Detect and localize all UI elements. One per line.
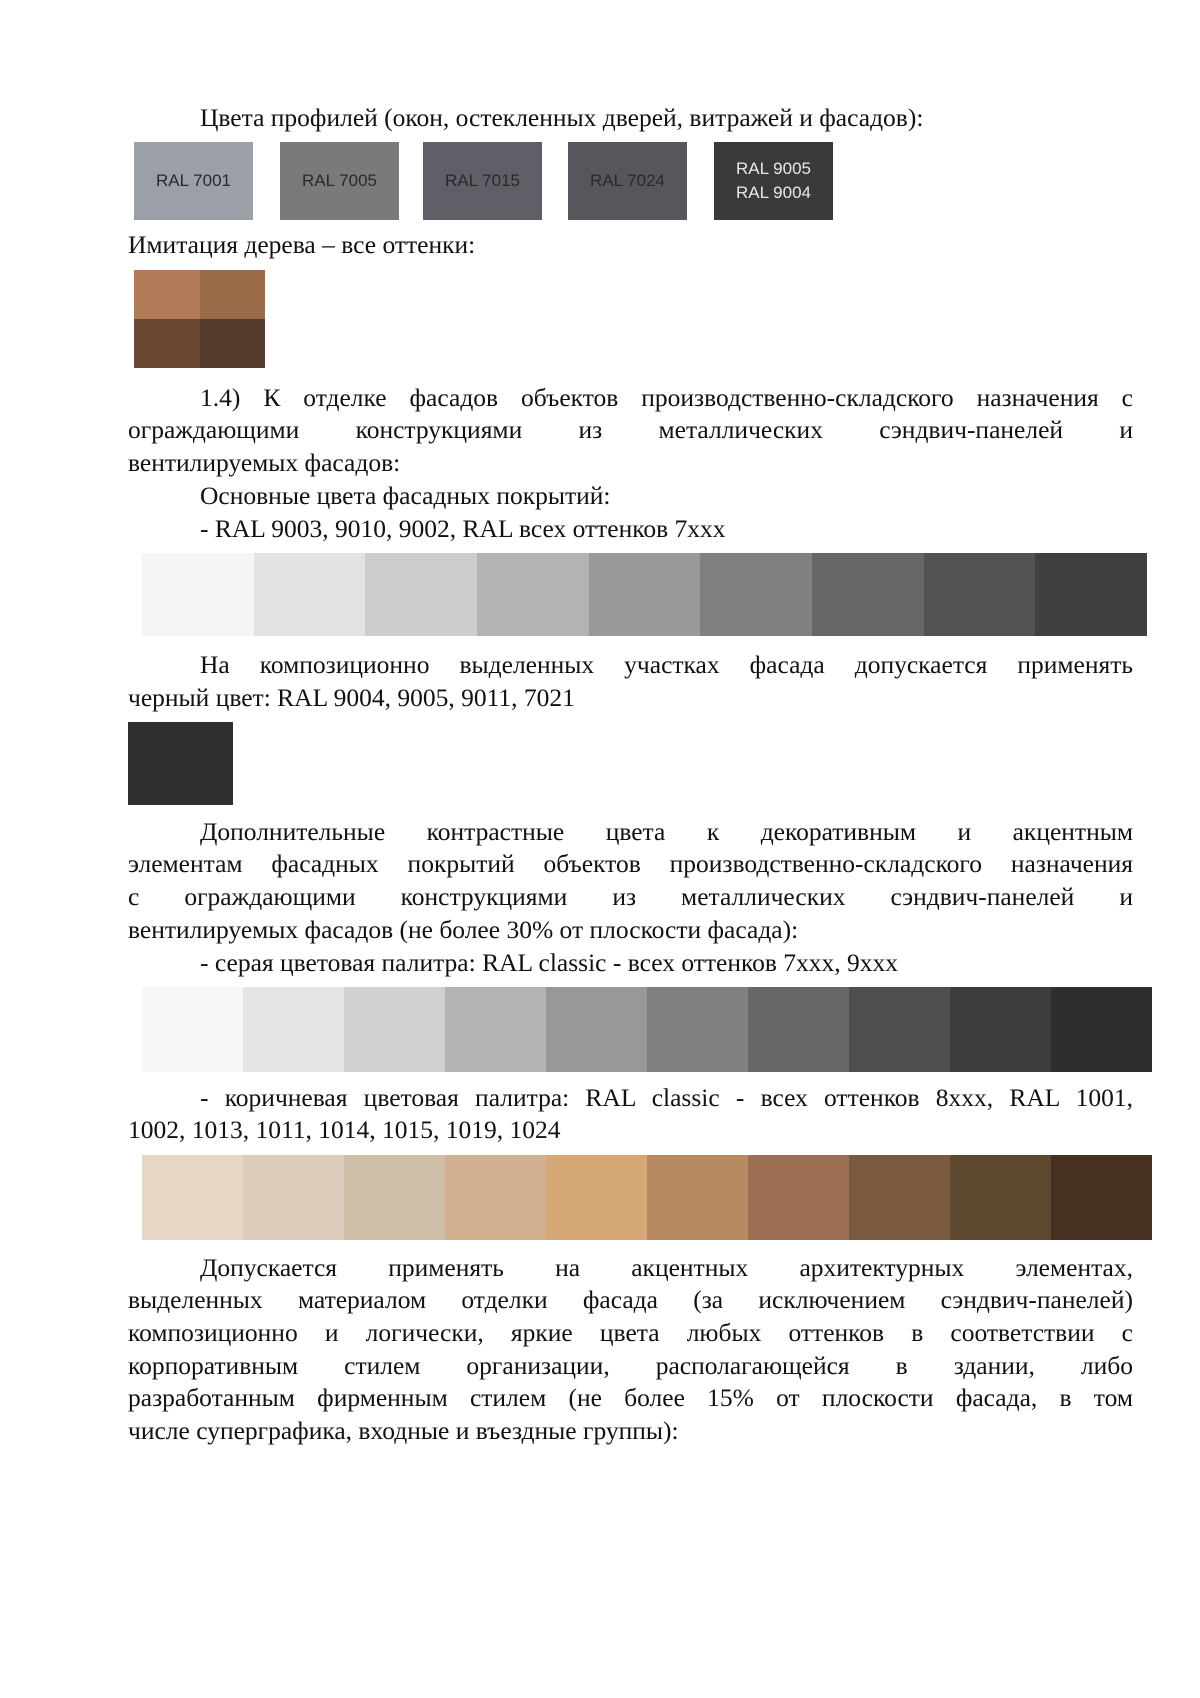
text-line: с ограждающими конструкциями из металлических сэндвич-панелей и xyxy=(128,882,1133,911)
color-cell xyxy=(546,1155,647,1240)
color-cell xyxy=(445,1155,546,1240)
color-cell xyxy=(1035,553,1147,636)
wood-tone xyxy=(134,319,200,368)
text-line: Дополнительные контрастные цвета к декоративным и акцентным xyxy=(200,817,1133,846)
wood-swatch xyxy=(134,270,265,368)
wood-tone xyxy=(200,270,266,319)
color-cell xyxy=(243,1155,344,1240)
text-line: Допускается применять на акцентных архитектурных элементах, xyxy=(200,1253,1133,1282)
color-cell xyxy=(849,1155,950,1240)
text-line: - коричневая цветовая палитра: RAL classic - всех оттенков 8ххх, RAL 1001, xyxy=(200,1083,1133,1112)
color-cell xyxy=(950,1155,1051,1240)
color-cell xyxy=(849,987,950,1072)
text-line: вентилируемых фасадов (не более 30% от плоскости фасада): xyxy=(128,915,799,944)
text-line: выделенных материалом отделки фасада (за исключением сэндвич-панелей) xyxy=(128,1285,1133,1314)
swatch-label: RAL 9005 xyxy=(736,159,811,178)
color-cell xyxy=(950,987,1051,1072)
color-cell xyxy=(1051,987,1152,1072)
color-cell xyxy=(344,1155,445,1240)
gray-palette-main xyxy=(142,553,1147,636)
color-cell xyxy=(812,553,924,636)
wood-heading: Имитация дерева – все оттенки: xyxy=(128,230,476,259)
ral-swatch xyxy=(280,142,399,220)
text-line: Основные цвета фасадных покрытий: xyxy=(200,481,611,510)
swatch-label: RAL 7015 xyxy=(445,171,520,190)
ral-swatch xyxy=(423,142,542,220)
text-line: элементам фасадных покрытий объектов производственно-складского назначения xyxy=(128,849,1133,878)
color-cell xyxy=(344,987,445,1072)
color-cell xyxy=(142,553,254,636)
text-line: композиционно и логически, яркие цвета любых оттенков в соответствии с xyxy=(128,1318,1133,1347)
text-line: На композиционно выделенных участках фасада допускается применять xyxy=(200,650,1133,679)
text-line: - RAL 9003, 9010, 9002, RAL всех оттенков 7ххх xyxy=(200,514,726,543)
ral-swatch xyxy=(714,142,833,220)
color-cell xyxy=(589,553,701,636)
text-line: вентилируемых фасадов: xyxy=(128,448,401,477)
profiles-heading: Цвета профилей (окон, остекленных дверей, витражей и фасадов): xyxy=(200,103,924,132)
gray-palette-contrast xyxy=(142,987,1152,1072)
color-cell xyxy=(748,1155,849,1240)
swatch-label: RAL 7005 xyxy=(302,171,377,190)
wood-tone xyxy=(200,319,266,368)
color-cell xyxy=(142,1155,243,1240)
text-line: разработанным фирменным стилем (не более 15% от плоскости фасада, в том xyxy=(128,1383,1133,1412)
color-cell xyxy=(748,987,849,1072)
color-cell xyxy=(254,553,366,636)
color-cell xyxy=(142,987,243,1072)
text-line: 1002, 1013, 1011, 1014, 1015, 1019, 1024 xyxy=(128,1115,561,1144)
color-cell xyxy=(1051,1155,1152,1240)
color-cell xyxy=(365,553,477,636)
text-line: черный цвет: RAL 9004, 9005, 9011, 7021 xyxy=(128,683,575,712)
text-line: 1.4) К отделке фасадов объектов производственно-складского назначения с xyxy=(200,383,1133,412)
swatch-label: RAL 7001 xyxy=(156,171,231,190)
text-line: ограждающими конструкциями из металлических сэндвич-панелей и xyxy=(128,415,1133,444)
ral-swatch xyxy=(568,142,687,220)
swatch-label: RAL 7024 xyxy=(590,171,665,190)
brown-palette xyxy=(142,1155,1152,1240)
color-cell xyxy=(924,553,1036,636)
color-cell xyxy=(477,553,589,636)
wood-tone xyxy=(134,270,200,319)
ral-swatch xyxy=(134,142,253,220)
color-cell xyxy=(445,987,546,1072)
swatch-label: RAL 9004 xyxy=(736,183,811,202)
color-cell xyxy=(647,1155,748,1240)
color-cell xyxy=(546,987,647,1072)
text-line: числе суперграфика, входные и въездные группы): xyxy=(128,1416,679,1445)
color-cell xyxy=(647,987,748,1072)
text-line: корпоративным стилем организации, располагающейся в здании, либо xyxy=(128,1351,1133,1380)
black-swatch xyxy=(128,722,233,805)
text-line: - серая цветовая палитра: RAL classic - всех оттенков 7ххх, 9ххх xyxy=(200,948,899,977)
color-cell xyxy=(700,553,812,636)
color-cell xyxy=(243,987,344,1072)
